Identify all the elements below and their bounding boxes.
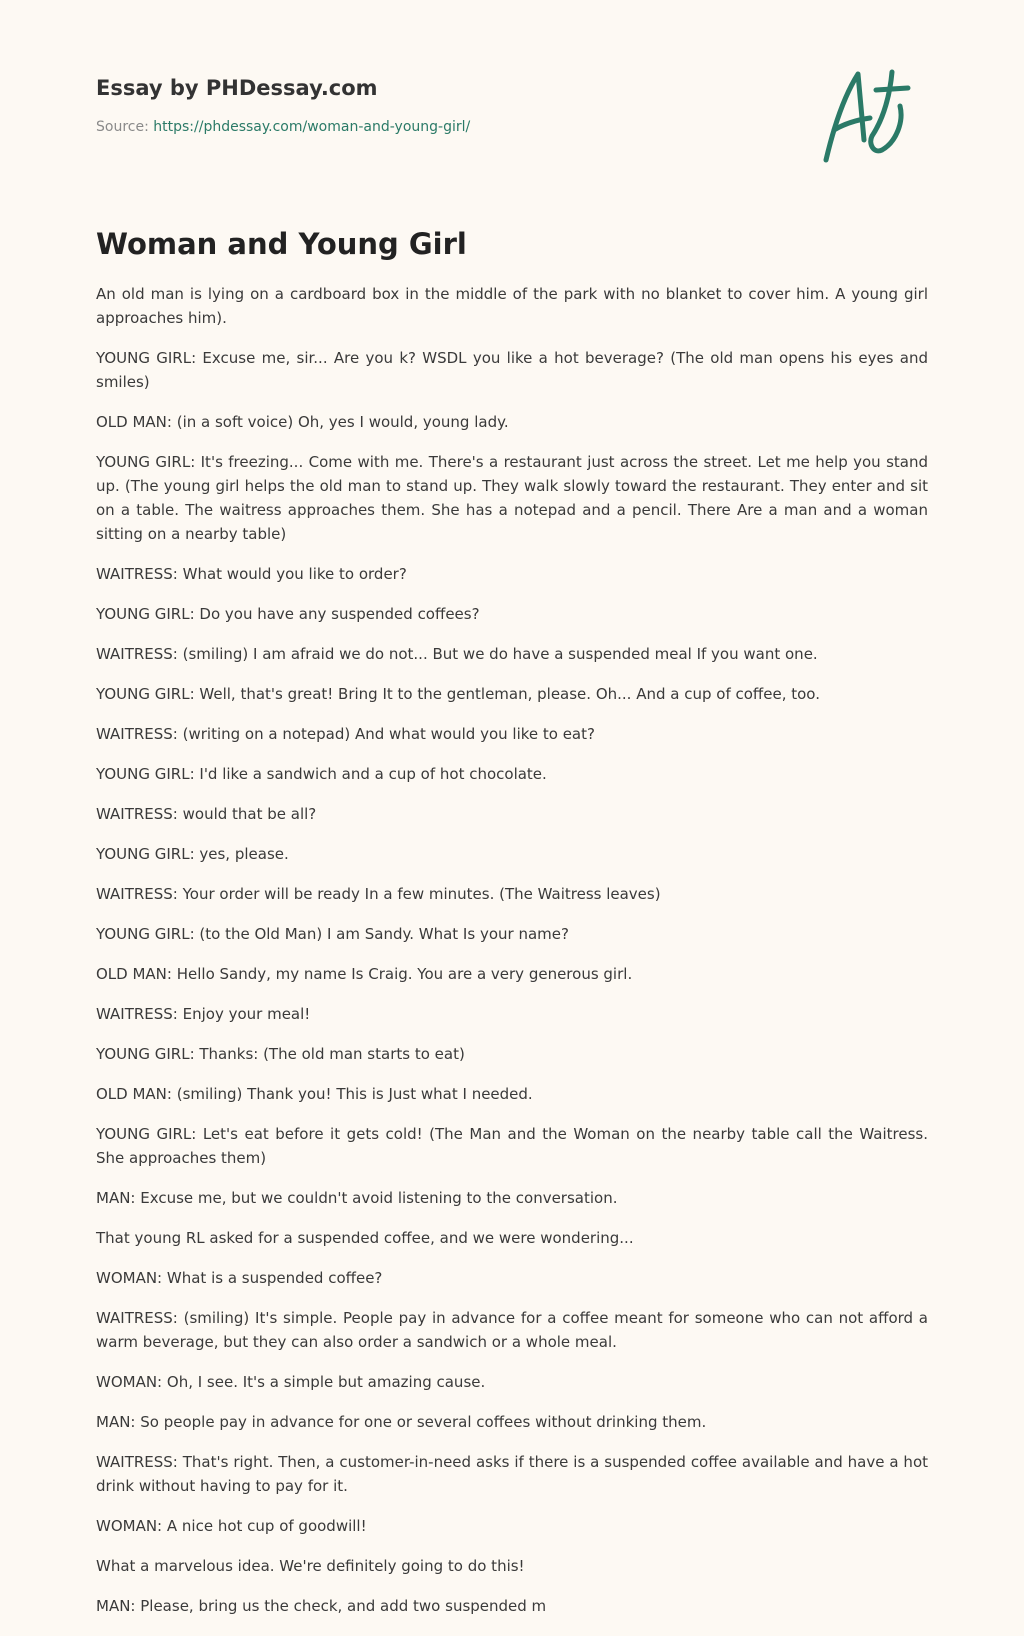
paragraph: MAN: Excuse me, but we couldn't avoid listening to the conversation. bbox=[96, 1189, 618, 1207]
article bbox=[96, 220, 928, 1634]
paragraph: WAITRESS: What would you like to order? bbox=[96, 565, 407, 583]
paragraph: WAITRESS: Enjoy your meal! bbox=[96, 1005, 311, 1023]
paragraph: YOUNG GIRL: Let's eat before it gets cold! (The Man and the Woman on the nearby table call the Waitress. She approaches them) bbox=[96, 1125, 928, 1167]
paragraph: OLD MAN: (smiling) Thank you! This is Just what I needed. bbox=[96, 1085, 533, 1103]
paragraph: YOUNG GIRL: It's freezing... Come with me. There's a restaurant just across the street. Let me help you stand up. (The young girl helps the old man to stand up. They walk slowly toward the restaurant. They enter and sit on a table. The waitress approaches them. She has a notepad and a pencil. There Are a man and a woman sitting on a nearby table) bbox=[96, 453, 928, 543]
site-brand: Essay by PHDessay.com bbox=[96, 76, 378, 100]
paragraph: WOMAN: Oh, I see. It's a simple but amazing cause. bbox=[96, 1373, 486, 1391]
article-body bbox=[96, 282, 928, 1618]
paragraph: WAITRESS: would that be all? bbox=[96, 805, 317, 823]
a-plus-grade-icon bbox=[820, 66, 930, 168]
paragraph: What a marvelous idea. We're definitely going to do this! bbox=[96, 1557, 525, 1575]
paragraph: An old man is lying on a cardboard box in the middle of the park with no blanket to cover him. A young girl approaches him). bbox=[96, 285, 928, 327]
paragraph: YOUNG GIRL: Do you have any suspended coffees? bbox=[96, 605, 480, 623]
paragraph: WAITRESS: (writing on a notepad) And what would you like to eat? bbox=[96, 725, 595, 743]
paragraph: YOUNG GIRL: Well, that's great! Bring It to the gentleman, please. Oh... And a cup of coffee, too. bbox=[96, 685, 820, 703]
source-label: Source: bbox=[96, 119, 149, 135]
paragraph: YOUNG GIRL: yes, please. bbox=[96, 845, 289, 863]
page-header bbox=[96, 72, 796, 138]
source-link[interactable]: https://phdessay.com/woman-and-young-girl/ bbox=[153, 119, 471, 135]
source-line bbox=[96, 116, 796, 138]
paragraph: YOUNG GIRL: Excuse me, sir... Are you k? WSDL you like a hot beverage? (The old man opens his eyes and smiles) bbox=[96, 349, 928, 391]
paragraph: That young RL asked for a suspended coffee, and we were wondering... bbox=[96, 1229, 634, 1247]
paragraph: OLD MAN: (in a soft voice) Oh, yes I would, young lady. bbox=[96, 413, 509, 431]
article-title: Woman and Young Girl bbox=[96, 227, 467, 261]
paragraph: WAITRESS: That's right. Then, a customer-in-need asks if there is a suspended coffee available and have a hot drink without having to pay for it. bbox=[96, 1453, 928, 1495]
paragraph: YOUNG GIRL: Thanks: (The old man starts to eat) bbox=[96, 1045, 465, 1063]
paragraph: YOUNG GIRL: I'd like a sandwich and a cup of hot chocolate. bbox=[96, 765, 547, 783]
paragraph: OLD MAN: Hello Sandy, my name Is Craig. You are a very generous girl. bbox=[96, 965, 633, 983]
paragraph: MAN: Please, bring us the check, and add two suspended m bbox=[96, 1597, 547, 1615]
paragraph: MAN: So people pay in advance for one or several coffees without drinking them. bbox=[96, 1413, 707, 1431]
paragraph: WAITRESS: (smiling) I am afraid we do not... But we do have a suspended meal If you want one. bbox=[96, 645, 818, 663]
paragraph: YOUNG GIRL: (to the Old Man) I am Sandy. What Is your name? bbox=[96, 925, 569, 943]
paragraph: WAITRESS: (smiling) It's simple. People pay in advance for a coffee meant for someone who can not afford a warm beverage, but they can also order a sandwich or a whole meal. bbox=[96, 1309, 928, 1351]
paragraph: WAITRESS: Your order will be ready In a few minutes. (The Waitress leaves) bbox=[96, 885, 661, 903]
paragraph: WOMAN: A nice hot cup of goodwill! bbox=[96, 1517, 367, 1535]
paragraph: WOMAN: What is a suspended coffee? bbox=[96, 1269, 383, 1287]
